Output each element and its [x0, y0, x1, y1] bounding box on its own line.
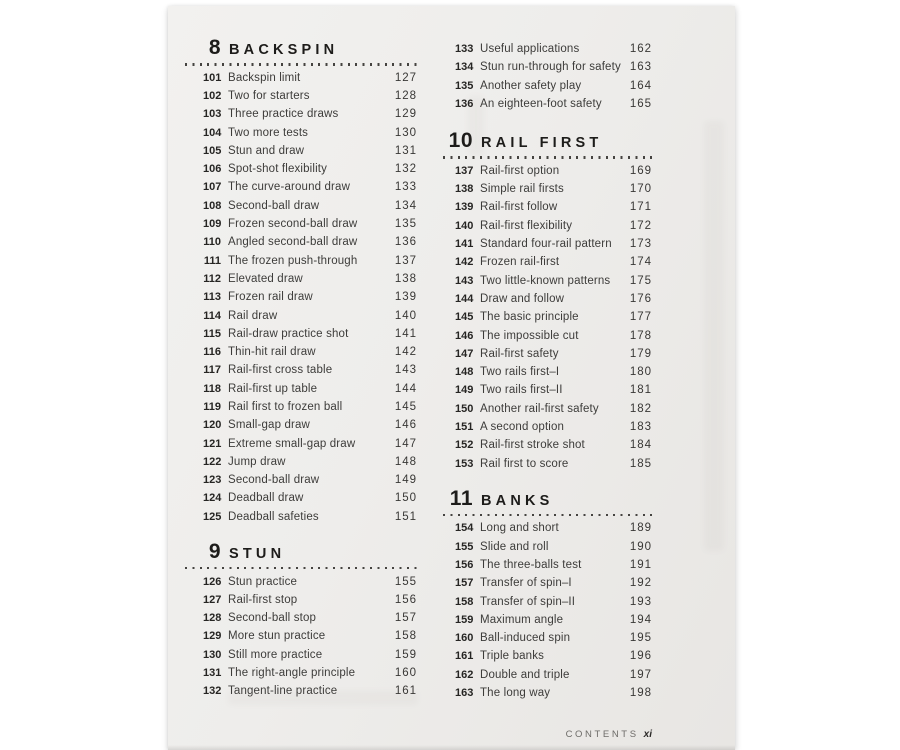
entry-number: 161 — [455, 650, 474, 663]
toc-entry — [443, 381, 652, 399]
entry-number: 112 — [203, 272, 221, 285]
entry-page: 160 — [394, 667, 417, 680]
chapter-number: 10 — [448, 129, 473, 153]
entry-title: Double and triple — [480, 668, 570, 681]
toc-entry — [443, 454, 652, 472]
entry-page: 129 — [394, 108, 417, 121]
chapter-number: 9 — [208, 539, 221, 563]
toc-entry — [185, 627, 417, 645]
entry-title: Spot-shot flexibility — [228, 163, 328, 176]
toc-entry — [185, 69, 417, 87]
entry-number: 140 — [455, 219, 474, 232]
entry-title: Second-ball draw — [228, 474, 320, 487]
entry-number: 131 — [203, 667, 222, 680]
entry-page: 155 — [394, 575, 417, 588]
entry-number: 124 — [203, 492, 222, 505]
entry-number: 111 — [203, 254, 221, 267]
entry-title: Standard four-rail pattern — [480, 238, 612, 251]
toc-entry — [185, 142, 417, 160]
entry-number: 162 — [455, 668, 474, 681]
entry-page: 169 — [629, 164, 652, 177]
entry-page: 182 — [629, 402, 652, 415]
toc-entry — [185, 682, 417, 700]
entry-number: 155 — [455, 540, 474, 553]
entry-page: 144 — [394, 382, 417, 395]
entry-title: The impossible cut — [480, 329, 579, 342]
toc-entry — [443, 611, 652, 629]
entry-page: 190 — [629, 540, 652, 553]
toc-entry — [185, 325, 417, 343]
entry-page: 173 — [629, 238, 652, 251]
entry-title: Still more practice — [228, 648, 323, 661]
toc-entry — [443, 519, 652, 537]
entry-title: Jump draw — [228, 455, 286, 468]
entry-title: The curve-around draw — [228, 181, 351, 194]
entry-number: 106 — [203, 163, 222, 176]
toc-entry — [443, 290, 652, 308]
toc-entry — [443, 253, 652, 271]
entry-title: The right-angle principle — [228, 667, 356, 680]
entry-number: 105 — [203, 144, 222, 157]
toc-entry — [443, 400, 652, 418]
chapter-block — [443, 129, 652, 473]
entry-page: 164 — [629, 79, 652, 92]
chapter-heading — [185, 36, 417, 58]
entry-page: 134 — [394, 199, 417, 212]
entry-page: 142 — [394, 346, 417, 359]
entry-title: Triple banks — [480, 650, 545, 663]
entry-number: 132 — [203, 685, 222, 698]
entry-page: 130 — [394, 126, 417, 139]
toc-entry — [443, 235, 652, 253]
entry-page: 171 — [629, 201, 652, 214]
entry-title: Two for starters — [228, 89, 310, 102]
toc-entry — [443, 647, 652, 665]
entry-number: 142 — [455, 256, 474, 269]
entry-number: 157 — [455, 577, 474, 590]
entry-number: 154 — [455, 522, 474, 535]
toc-entry — [185, 489, 417, 507]
entry-title: Backspin limit — [228, 71, 301, 84]
entry-number: 120 — [203, 419, 222, 432]
entry-number: 117 — [203, 364, 221, 377]
entry-title: Frozen second-ball draw — [228, 218, 358, 231]
entry-page: 194 — [629, 613, 652, 626]
toc-entry — [443, 592, 652, 610]
entry-page: 165 — [629, 98, 652, 111]
toc-entry — [185, 380, 417, 398]
contents-label: CONTENTS — [565, 729, 639, 740]
toc-entry — [185, 398, 417, 416]
entry-number: 128 — [203, 612, 222, 625]
toc-entry — [443, 574, 652, 592]
chapter-heading — [443, 487, 652, 509]
toc-entry — [185, 178, 417, 196]
entry-page: 150 — [394, 492, 417, 505]
entry-page: 184 — [629, 439, 652, 452]
entry-title: Rail-first cross table — [228, 364, 333, 377]
toc-entry — [185, 251, 417, 269]
entry-number: 136 — [455, 98, 474, 111]
entry-title: Tangent-line practice — [228, 685, 338, 698]
toc-column-right — [443, 6, 652, 702]
chapter-heading — [185, 540, 417, 562]
entry-title: Two rails first–II — [480, 384, 563, 397]
entry-page: 183 — [629, 420, 652, 433]
toc-entry — [443, 556, 652, 574]
toc-entry — [443, 271, 652, 289]
entry-page: 135 — [394, 218, 417, 231]
entry-title: Simple rail firsts — [480, 183, 564, 196]
chapter-block — [185, 540, 417, 701]
entry-number: 133 — [455, 43, 474, 56]
entry-title: Second-ball draw — [228, 199, 320, 212]
entry-title: Two more tests — [228, 126, 309, 139]
entry-title: Stun and draw — [228, 144, 305, 157]
toc-entry — [443, 436, 652, 454]
entry-title: Useful applications — [480, 43, 580, 56]
entry-title: Draw and follow — [480, 292, 565, 305]
toc-entry — [443, 308, 652, 326]
entry-page: 193 — [629, 595, 652, 608]
toc-entry — [185, 160, 417, 178]
toc-entry — [443, 180, 652, 198]
entry-number: 113 — [203, 291, 221, 304]
page-roman-numeral: xi — [643, 729, 652, 740]
toc-entry — [185, 646, 417, 664]
entry-number: 147 — [455, 347, 474, 360]
entry-title: Deadball draw — [228, 492, 304, 505]
entry-page: 151 — [394, 510, 417, 523]
entry-page: 197 — [629, 668, 652, 681]
toc-entry — [185, 609, 417, 627]
entry-page: 177 — [629, 311, 652, 324]
toc-entry — [185, 197, 417, 215]
entry-number: 103 — [203, 108, 222, 121]
entry-number: 126 — [203, 575, 222, 588]
toc-entry — [185, 105, 417, 123]
entry-title: Three practice draws — [228, 108, 339, 121]
entry-number: 153 — [455, 457, 474, 470]
entry-title: The frozen push-through — [228, 254, 358, 267]
entry-number: 138 — [455, 183, 474, 196]
entry-title: Stun run-through for safety — [480, 61, 621, 74]
entry-page: 176 — [629, 292, 652, 305]
entry-title: The three-balls test — [480, 558, 582, 571]
toc-entry — [443, 418, 652, 436]
entry-page: 131 — [394, 144, 417, 157]
toc-entry — [443, 666, 652, 684]
entry-title: Rail draw — [228, 309, 278, 322]
entry-page: 143 — [394, 364, 417, 377]
entry-page: 192 — [629, 577, 652, 590]
entry-number: 135 — [455, 79, 474, 92]
entry-title: Rail first to frozen ball — [228, 400, 343, 413]
entry-title: Extreme small-gap draw — [228, 437, 356, 450]
entry-number: 141 — [455, 238, 474, 251]
entry-title: Transfer of spin–I — [480, 577, 572, 590]
entry-number: 150 — [455, 402, 474, 415]
dotted-rule — [443, 156, 652, 159]
entry-page: 198 — [629, 687, 652, 700]
entry-title: Rail-first option — [480, 164, 560, 177]
entry-page: 178 — [629, 329, 652, 342]
chapter-block — [185, 36, 417, 526]
entry-page: 159 — [394, 648, 417, 661]
entry-title: Rail first to score — [480, 457, 569, 470]
entry-page: 191 — [629, 558, 652, 571]
entry-number: 156 — [455, 558, 474, 571]
running-footer — [566, 729, 652, 740]
dotted-rule — [185, 63, 417, 66]
entry-title: An eighteen-foot safety — [480, 98, 602, 111]
toc-entry — [443, 629, 652, 647]
entry-page: 149 — [394, 474, 417, 487]
entry-number: 149 — [455, 384, 474, 397]
entry-page: 136 — [394, 236, 417, 249]
entry-title: Elevated draw — [228, 272, 303, 285]
toc-entry — [185, 572, 417, 590]
toc-entry — [185, 233, 417, 251]
entry-page: 180 — [629, 366, 652, 379]
toc-entry — [443, 162, 652, 180]
toc-entry — [185, 664, 417, 682]
entry-title: Two little-known patterns — [480, 274, 611, 287]
entry-title: Frozen rail-first — [480, 256, 560, 269]
chapter-number: 8 — [208, 36, 221, 59]
chapter-title: RAIL FIRST — [481, 135, 603, 152]
entry-number: 159 — [455, 613, 474, 626]
entry-title: A second option — [480, 420, 565, 433]
entry-title: Transfer of spin–II — [480, 595, 576, 608]
entry-number: 119 — [203, 400, 221, 413]
toc-entry — [185, 434, 417, 452]
entry-title: Frozen rail draw — [228, 291, 313, 304]
toc-entry — [185, 453, 417, 471]
toc-column-left — [185, 6, 417, 701]
entry-page: 174 — [629, 256, 652, 269]
entry-page: 162 — [629, 43, 652, 56]
toc-entry — [185, 591, 417, 609]
toc-entry — [185, 123, 417, 141]
entry-page: 175 — [629, 274, 652, 287]
entry-number: 107 — [203, 181, 222, 194]
entry-number: 104 — [203, 126, 222, 139]
toc-entry — [443, 326, 652, 344]
toc-entry — [443, 77, 652, 95]
entry-title: Angled second-ball draw — [228, 236, 358, 249]
entry-number: 122 — [203, 455, 222, 468]
entry-number: 110 — [203, 236, 221, 249]
toc-entry — [185, 471, 417, 489]
entry-title: Two rails first–I — [480, 366, 560, 379]
entry-title: Ball-induced spin — [480, 632, 571, 645]
toc-entry — [185, 87, 417, 105]
entry-title: Rail-first stroke shot — [480, 439, 585, 452]
toc-entry — [443, 363, 652, 381]
entry-title: The basic principle — [480, 311, 579, 324]
entry-number: 152 — [455, 439, 474, 452]
toc-entry — [443, 684, 652, 702]
entry-number: 125 — [203, 510, 222, 523]
show-through-smudge — [704, 121, 724, 551]
entry-page: 157 — [394, 612, 417, 625]
chapter-block — [443, 487, 652, 702]
chapter-heading — [443, 129, 652, 151]
entry-page: 139 — [394, 291, 417, 304]
entry-number: 163 — [455, 687, 474, 700]
entry-number: 108 — [203, 199, 222, 212]
toc-entry — [443, 58, 652, 76]
entry-number: 148 — [455, 366, 474, 379]
entry-title: Rail-first follow — [480, 201, 558, 214]
entry-title: Slide and roll — [480, 540, 549, 553]
entry-number: 116 — [203, 346, 221, 359]
entry-page: 189 — [629, 522, 652, 535]
entry-page: 140 — [394, 309, 417, 322]
toc-entry — [443, 538, 652, 556]
entry-title: Long and short — [480, 522, 559, 535]
entry-title: Another rail-first safety — [480, 402, 599, 415]
entry-page: 137 — [394, 254, 417, 267]
entry-title: Deadball safeties — [228, 510, 319, 523]
toc-entry — [443, 40, 652, 58]
entry-page: 138 — [394, 272, 417, 285]
chapter-number: 11 — [449, 486, 473, 510]
entry-title: More stun practice — [228, 630, 326, 643]
entry-title: Rail-first up table — [228, 382, 318, 395]
toc-entry — [185, 215, 417, 233]
entry-number: 123 — [203, 474, 222, 487]
entry-page: 181 — [629, 384, 652, 397]
toc-entry — [185, 343, 417, 361]
entry-page: 195 — [629, 632, 652, 645]
chapter-block — [443, 40, 652, 113]
entry-title: Rail-first stop — [228, 593, 298, 606]
entry-number: 130 — [203, 648, 222, 661]
toc-entry — [443, 95, 652, 113]
entry-title: The long way — [480, 687, 551, 700]
entry-number: 158 — [455, 595, 474, 608]
entry-page: 141 — [394, 327, 417, 340]
entry-number: 144 — [455, 292, 474, 305]
entry-page: 172 — [629, 219, 652, 232]
entry-title: Small-gap draw — [228, 419, 310, 432]
entry-number: 121 — [203, 437, 222, 450]
entry-number: 137 — [455, 164, 474, 177]
entry-title: Second-ball stop — [228, 612, 317, 625]
entry-number: 145 — [455, 311, 474, 324]
toc-entry — [185, 288, 417, 306]
entry-page: 145 — [394, 400, 417, 413]
entry-number: 160 — [455, 632, 474, 645]
toc-entry — [185, 508, 417, 526]
entry-title: Stun practice — [228, 575, 298, 588]
entry-page: 148 — [394, 455, 417, 468]
entry-number: 129 — [203, 630, 222, 643]
entry-number: 143 — [455, 274, 474, 287]
entry-number: 114 — [203, 309, 221, 322]
entry-number: 102 — [203, 89, 222, 102]
entry-title: Rail-first safety — [480, 347, 559, 360]
entry-title: Another safety play — [480, 79, 582, 92]
entry-number: 115 — [203, 327, 221, 340]
chapter-title: BACKSPIN — [229, 42, 339, 58]
entry-page: 196 — [629, 650, 652, 663]
entry-page: 133 — [394, 181, 417, 194]
dotted-rule — [443, 514, 652, 517]
toc-entry — [443, 217, 652, 235]
toc-entry — [443, 345, 652, 363]
toc-entry — [185, 306, 417, 324]
entry-number: 101 — [203, 71, 222, 84]
entry-title: Thin-hit rail draw — [228, 346, 316, 359]
entry-title: Maximum angle — [480, 613, 564, 626]
entry-page: 185 — [629, 457, 652, 470]
chapter-title: STUN — [229, 545, 286, 562]
entry-page: 127 — [394, 71, 417, 84]
entry-page: 170 — [629, 183, 652, 196]
toc-entry — [443, 198, 652, 216]
toc-entry — [185, 270, 417, 288]
entry-page: 146 — [394, 419, 417, 432]
entry-number: 139 — [455, 201, 474, 214]
entry-number: 151 — [455, 420, 474, 433]
entry-number: 134 — [455, 61, 474, 74]
book-page — [168, 6, 735, 750]
entry-page: 163 — [629, 61, 652, 74]
entry-page: 158 — [394, 630, 417, 643]
entry-number: 127 — [203, 593, 222, 606]
entry-number: 109 — [203, 218, 222, 231]
entry-title: Rail-first flexibility — [480, 219, 573, 232]
entry-page: 147 — [394, 437, 417, 450]
entry-title: Rail-draw practice shot — [228, 327, 349, 340]
entry-page: 161 — [394, 685, 417, 698]
entry-number: 146 — [455, 329, 474, 342]
entry-page: 128 — [394, 89, 417, 102]
toc-entry — [185, 416, 417, 434]
entry-page: 156 — [394, 593, 417, 606]
toc-entry — [185, 361, 417, 379]
entry-page: 179 — [629, 347, 652, 360]
dotted-rule — [185, 567, 417, 570]
entry-number: 118 — [203, 382, 221, 395]
entry-page: 132 — [394, 163, 417, 176]
chapter-title: BANKS — [481, 492, 554, 509]
